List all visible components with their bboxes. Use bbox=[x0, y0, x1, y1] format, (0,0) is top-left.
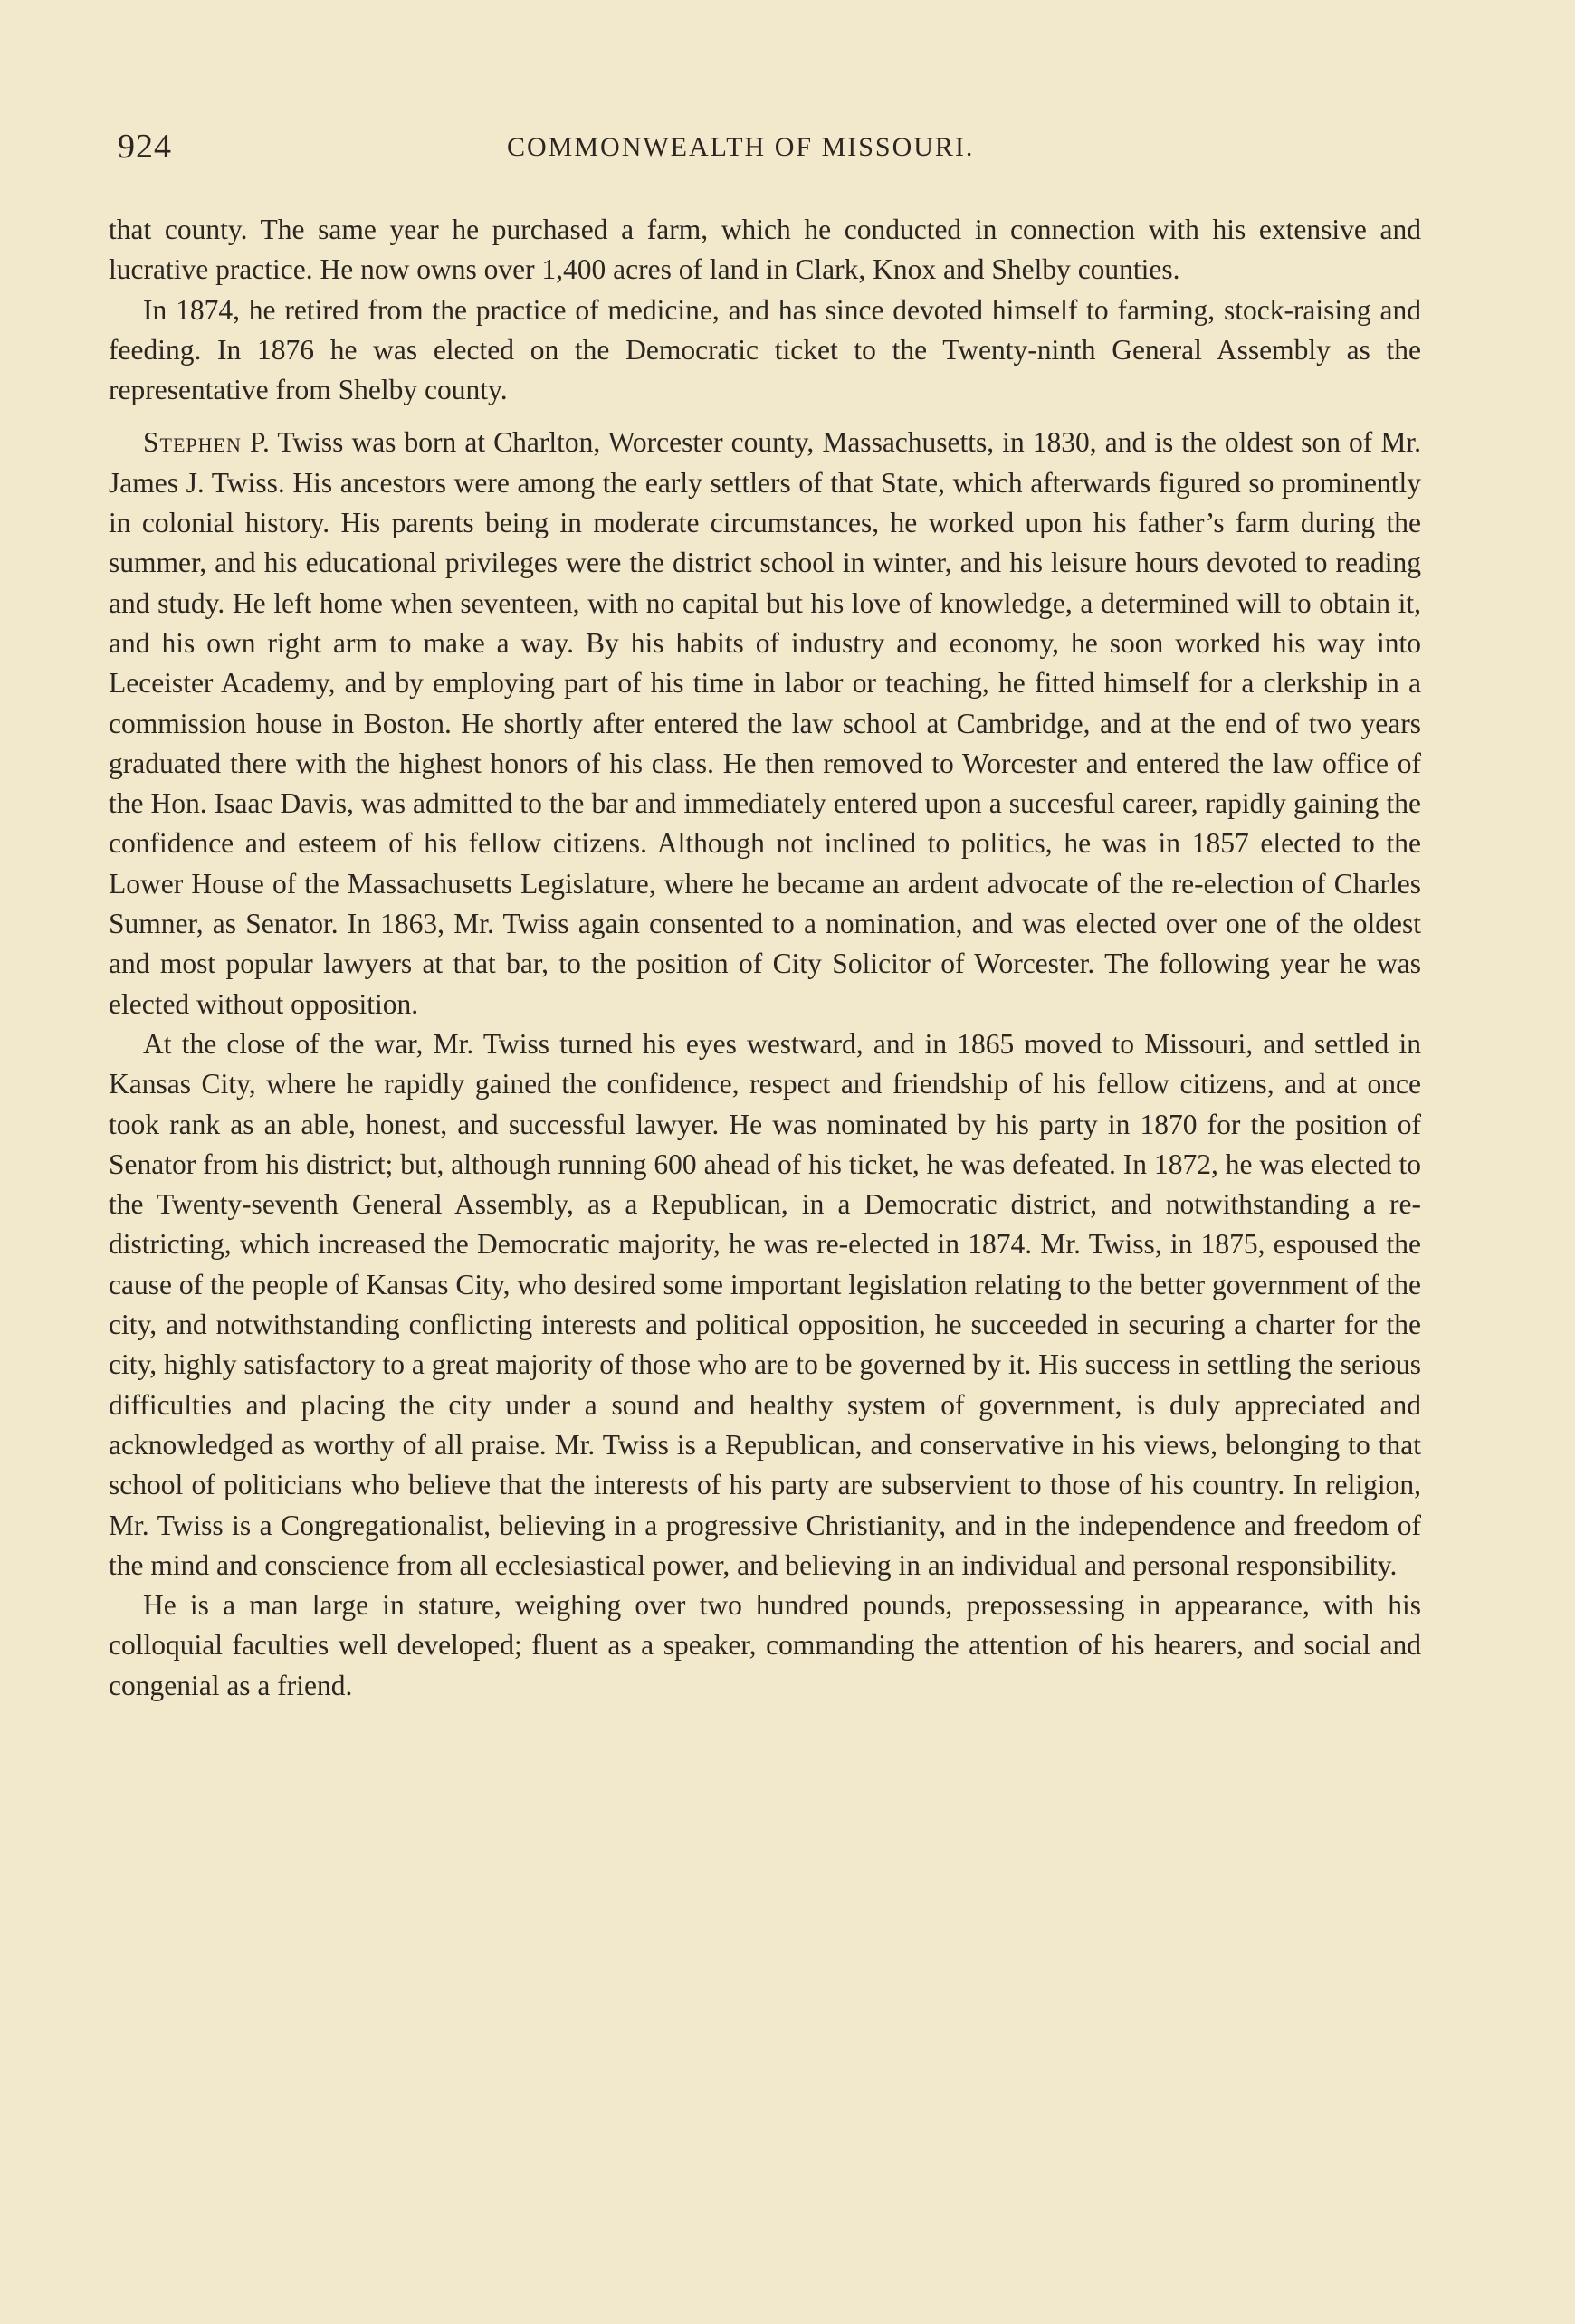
name-lead-smallcaps: Stephen bbox=[143, 426, 242, 459]
page-number: 924 bbox=[118, 128, 172, 166]
paragraph-continuation: that county. The same year he purchased a farm, which he conducted in connection with his extensive and lucrative practice. He now owns over 1,400 acres of land in Clark, Knox and Shelby counties. bbox=[109, 214, 1421, 286]
paragraph-character: He is a man large in stature, weighing over two hundred pounds, prepossessing in appearance, with his colloquial faculties well developed; fluent as a speaker, commanding the attention of his hearers, and social and congenial as a friend. bbox=[109, 1589, 1421, 1701]
paragraph-twiss-biography bbox=[109, 423, 1421, 1024]
running-title: COMMONWEALTH OF MISSOURI. bbox=[507, 132, 975, 162]
paragraph-retirement: In 1874, he retired from the practice of medicine, and has since devoted himself to farming, stock-raising and feeding. In 1876 he was elected on the Democratic ticket to the Twenty-ninth General Assembly as the representative from Shelby county. bbox=[109, 293, 1421, 406]
page-header bbox=[118, 127, 1412, 181]
article-body bbox=[109, 210, 1421, 1706]
paragraph-kansas-city: At the close of the war, Mr. Twiss turned his eyes westward, and in 1865 moved to Missouri, and settled in Kansas City, where he rapidly gained the confidence, respect and friendship of his fellow citizens, and at once took rank as an able, honest, and successful lawyer. He was nominated by his party in 1870 for the position of Senator from his district; but, although running 600 ahead of his ticket, he was defeated. In 1872, he was elected to the Twenty-seventh General Assembly, as a Republican, in a Democratic district, and notwithstanding a re-districting, which increased the Democratic majority, he was re-elected in 1874. Mr. Twiss, in 1875, espoused the cause of the people of Kansas City, who desired some important legislation relating to the better government of the city, and notwithstanding conflicting interests and political opposition, he succeeded in securing a charter for the city, highly satisfactory to a great majority of those who are to be governed by it. His success in settling the serious difficulties and placing the city under a sound and healthy system of government, is duly appreciated and acknowledged as worthy of all praise. Mr. Twiss is a Republican, and conservative in his views, belonging to that school of politicians who believe that the interests of his party are subservient to those of his country. In religion, Mr. Twiss is a Congregationalist, believing in a progressive Christianity, and in the independence and freedom of the mind and conscience from all ecclesiastical power, and believing in an individual and personal responsibility. bbox=[109, 1027, 1421, 1581]
paragraph-twiss-biography-text: P. Twiss was born at Charlton, Worcester county, Massachusetts, in 1830, and is the oldest son of Mr. James J. Twiss. His ancestors were among the early settlers of that State, which afterwards figured so prominently in colonial history. His parents being in moderate circumstances, he worked upon his father’s farm during the summer, and his educational privileges were the district school in winter, and his leisure hours devoted to reading and study. He left home when seventeen, with no capital but his love of knowledge, a determined will to obtain it, and his own right arm to make a way. By his habits of industry and economy, he soon worked his way into Leceister Academy, and by employing part of his time in labor or teaching, he fitted himself for a clerkship in a commission house in Boston. He shortly after entered the law school at Cambridge, and at the end of two years graduated there with the highest honors of his class. He then removed to Worcester and entered the law office of the Hon. Isaac Davis, was admitted to the bar and immediately entered upon a succesful career, rapidly gaining the confidence and esteem of his fellow citizens. Although not inclined to politics, he was in 1857 elected to the Lower House of the Massachusetts Legislature, where he became an ardent advocate of the re-election of Charles Sumner, as Senator. In 1863, Mr. Twiss again consented to a nomination, and was elected over one of the oldest and most popular lawyers at that bar, to the position of City Solicitor of Worcester. The following year he was elected without opposition. bbox=[109, 426, 1421, 1020]
